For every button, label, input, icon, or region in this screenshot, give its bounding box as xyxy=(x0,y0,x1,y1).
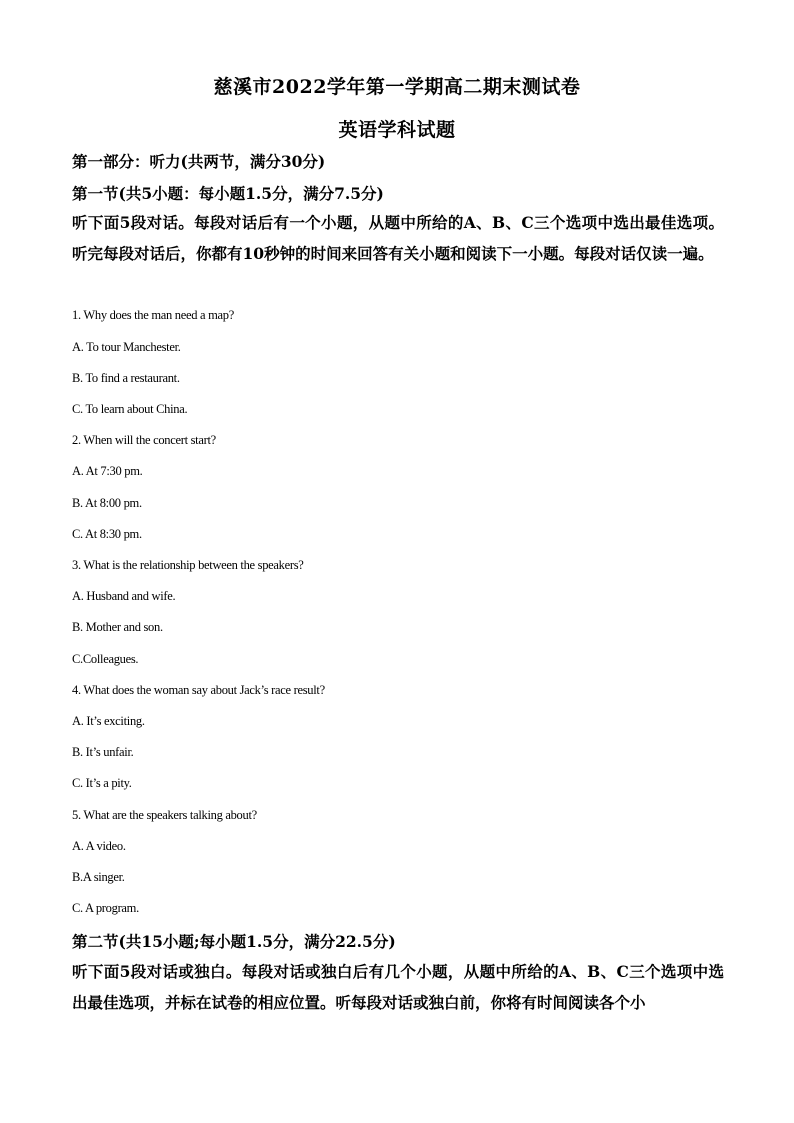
question-2-stem: 2. When will the concert start? xyxy=(72,433,216,447)
section1-heading: 第一节(共5小题：每小题1.5分，满分7.5分) xyxy=(72,184,384,203)
question-3-option-c: C.Colleagues. xyxy=(72,652,139,666)
question-1-stem: 1. Why does the man need a map? xyxy=(72,308,234,322)
question-4-stem: 4. What does the woman say about Jack’s race result? xyxy=(72,683,325,697)
part1-heading: 第一部分：听力(共两节，满分30分) xyxy=(72,152,326,171)
section2-instructions: 听下面5段对话或独白。每段对话或独白后有几个小题，从题中所给的A、B、C三个选项中选出最佳选项，并标在试卷的相应位置。听每段对话或独白前，你将有时间阅读各个小 xyxy=(72,962,724,1012)
question-4-option-c: C. It’s a pity. xyxy=(72,776,132,790)
question-2-option-c: C. At 8:30 pm. xyxy=(72,527,142,541)
question-4-option-a: A. It’s exciting. xyxy=(72,714,145,728)
question-5-option-c: C. A program. xyxy=(72,901,139,915)
question-1-option-a: A. To tour Manchester. xyxy=(72,340,181,354)
question-5-option-a: A. A video. xyxy=(72,839,126,853)
section1-instructions: 听下面5段对话。每段对话后有一个小题，从题中所给的A、B、C三个选项中选出最佳选项。听完每段对话后，你都有10秒钟的时间来回答有关小题和阅读下一小题。每段对话仅读一遍。 xyxy=(72,213,724,263)
question-5-option-b: B.A singer. xyxy=(72,870,125,884)
exam-subtitle: 英语学科试题 xyxy=(338,119,456,141)
question-3-stem: 3. What is the relationship between the speakers? xyxy=(72,558,304,572)
question-2-option-a: A. At 7:30 pm. xyxy=(72,464,143,478)
question-2-option-b: B. At 8:00 pm. xyxy=(72,496,142,510)
question-3-option-b: B. Mother and son. xyxy=(72,620,163,634)
question-1-option-b: B. To find a restaurant. xyxy=(72,371,180,385)
question-4-option-b: B. It’s unfair. xyxy=(72,745,134,759)
question-5-stem: 5. What are the speakers talking about? xyxy=(72,808,257,822)
question-3-option-a: A. Husband and wife. xyxy=(72,589,176,603)
section2-heading: 第二节(共15小题;每小题1.5分，满分22.5分) xyxy=(72,932,396,951)
exam-title: 慈溪市2022学年第一学期高二期末测试卷 xyxy=(213,76,581,98)
question-1-option-c: C. To learn about China. xyxy=(72,402,188,416)
